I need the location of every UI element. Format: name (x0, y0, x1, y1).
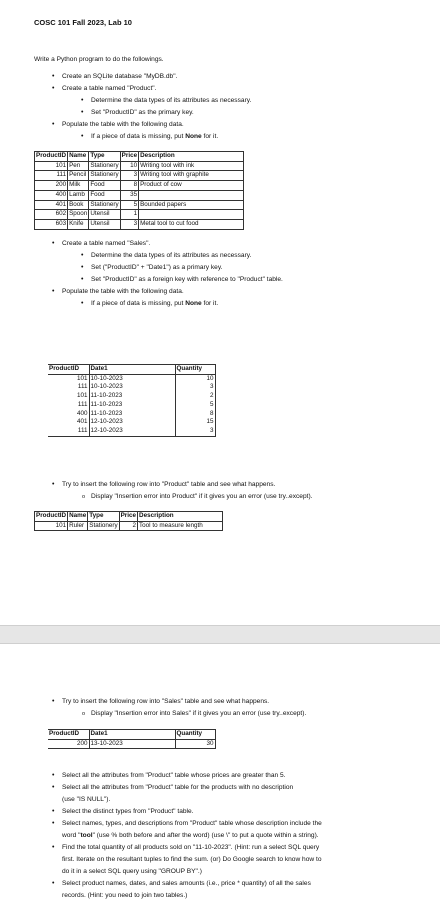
instruction-sales-foreign-key: • Set "ProductID" as a foreign key with reference to "Product" table. (91, 276, 283, 283)
table-row (48, 383, 215, 392)
table-cell: Utensil (89, 219, 120, 229)
table-cell: 8 (120, 181, 138, 191)
table-cell: Ruler (68, 521, 88, 531)
table-cell: 101 (35, 161, 68, 171)
query-total-quantity: • Find the total quantity of all products sold on "11-10-2023". (Hint: run a select SQL query (62, 844, 319, 851)
text-fragment: If a piece of data is missing, put (91, 133, 186, 140)
table-cell: 15 (175, 418, 215, 427)
query-no-description-cont: (use "IS NULL"). (62, 796, 111, 803)
instruction-insert-product-error: o Display "Insertion error into Product" if it gives you an error (use try..except). (91, 493, 313, 500)
table-cell: 11-10-2023 (89, 392, 175, 401)
column-header: Type (89, 152, 120, 162)
table-row (48, 739, 215, 749)
instruction-datatypes: • Determine the data types of its attributes as necessary. (91, 97, 251, 104)
query-join-sales-cont: records. (Hint: you need to join two tables.) (62, 892, 188, 899)
text-fragment: If a piece of data is missing, put (91, 300, 186, 307)
text-fragment: " (use % both before and after the word) (use \" to put a quote within a string). (92, 832, 319, 839)
table-cell: Metal tool to cut food (139, 219, 244, 229)
bold-none: None (185, 300, 202, 307)
table-row (48, 374, 215, 383)
table-cell: Bounded papers (139, 200, 244, 210)
instruction-missing-data (91, 133, 218, 140)
instruction-create-product: • Create a table named "Product". (62, 85, 156, 92)
table-cell: 200 (48, 739, 89, 749)
column-header: Date1 (89, 730, 175, 740)
query-total-quantity-cont2: do it in a select SQL query using "GROUP BY".) (62, 868, 202, 875)
instruction-sales-populate: • Populate the table with the following data. (62, 288, 184, 295)
instruction-sales-missing (91, 300, 218, 307)
product-table-body (35, 161, 244, 229)
query-distinct-types: • Select the distinct types from "Product" table. (62, 808, 194, 815)
table-header-row (35, 512, 223, 522)
column-header: Quantity (175, 365, 215, 375)
table-cell: 13-10-2023 (89, 739, 175, 749)
insert-product-table (34, 511, 223, 531)
table-cell: 10 (120, 161, 138, 171)
instruction-create-db: • Create an SQLite database "MyDB.db". (62, 73, 177, 80)
table-cell: 11-10-2023 (89, 401, 175, 410)
table-cell: 12-10-2023 (89, 427, 175, 436)
intro-text: Write a Python program to do the followings. (34, 56, 164, 63)
instruction-sales-datatypes: • Determine the data types of its attributes as necessary. (91, 252, 251, 259)
table-row (48, 418, 215, 427)
table-cell: 111 (48, 427, 89, 436)
table-cell: Utensil (89, 210, 120, 220)
table-cell: 10-10-2023 (89, 383, 175, 392)
column-header: ProductID (35, 152, 68, 162)
column-header: Name (68, 152, 89, 162)
table-cell: Book (68, 200, 89, 210)
table-row (35, 210, 244, 220)
instruction-insert-sales: • Try to insert the following row into "Sales" table and see what happens. (62, 698, 269, 705)
table-row (35, 171, 244, 181)
table-cell: Spoon (68, 210, 89, 220)
table-row (48, 401, 215, 410)
table-row (35, 521, 223, 531)
table-cell: 400 (35, 190, 68, 200)
table-cell: 101 (48, 392, 89, 401)
text-fragment: for it. (201, 133, 219, 140)
table-cell: 400 (48, 410, 89, 419)
table-cell: Tool to measure length (138, 521, 223, 531)
table-cell: 101 (35, 521, 68, 531)
page-separator (0, 625, 440, 644)
table-cell: Stationery (89, 161, 120, 171)
table-cell: Knife (68, 219, 89, 229)
column-header: ProductID (48, 730, 89, 740)
bold-none: None (185, 133, 202, 140)
document-page-2 (0, 644, 440, 914)
instruction-primary-key: • Set "ProductID" as the primary key. (91, 109, 194, 116)
table-row (48, 392, 215, 401)
table-header-row (48, 730, 215, 740)
table-header-row (48, 365, 215, 375)
table-cell: Stationery (88, 521, 119, 531)
table-cell: 5 (120, 200, 138, 210)
table-row (35, 161, 244, 171)
table-cell: Lamb (68, 190, 89, 200)
column-header: Date1 (89, 365, 175, 375)
table-row (35, 190, 244, 200)
table-cell: 200 (35, 181, 68, 191)
table-row (35, 200, 244, 210)
table-cell: 2 (175, 392, 215, 401)
table-row (35, 219, 244, 229)
table-cell: 2 (119, 521, 137, 531)
table-cell (139, 190, 244, 200)
table-cell: Food (89, 181, 120, 191)
table-cell: 401 (48, 418, 89, 427)
table-row (48, 427, 215, 436)
table-cell: 12-10-2023 (89, 418, 175, 427)
column-header: Type (88, 512, 119, 522)
table-cell: 101 (48, 374, 89, 383)
table-row (35, 181, 244, 191)
table-cell: 603 (35, 219, 68, 229)
table-cell: 10 (175, 374, 215, 383)
sales-table (48, 364, 216, 437)
table-cell: Writing tool with ink (139, 161, 244, 171)
query-tool-description-cont (62, 832, 319, 839)
table-cell: 35 (120, 190, 138, 200)
table-cell: Stationery (89, 200, 120, 210)
table-cell: 602 (35, 210, 68, 220)
table-cell: Milk (68, 181, 89, 191)
table-cell (139, 210, 244, 220)
table-cell: 3 (175, 427, 215, 436)
table-cell: 3 (120, 171, 138, 181)
table-cell: 3 (175, 383, 215, 392)
page-header: COSC 101 Fall 2023, Lab 10 (34, 18, 132, 27)
instruction-sales-primary-key: • Set ("ProductID" + "Date1") as a primary key. (91, 264, 222, 271)
table-cell: Product of cow (139, 181, 244, 191)
table-row (48, 410, 215, 419)
column-header: ProductID (48, 365, 89, 375)
query-tool-description: • Select names, types, and descriptions from "Product" table whose description include the (62, 820, 322, 827)
bold-tool: tool (80, 832, 93, 839)
column-header: Description (139, 152, 244, 162)
query-total-quantity-cont: first. Iterate on the resultant tuples to find the sum. (or) Do Google search to know how to (62, 856, 322, 863)
instruction-create-sales: • Create a table named "Sales". (62, 240, 150, 247)
table-cell: 111 (48, 401, 89, 410)
text-fragment: word " (62, 832, 81, 839)
table-cell: Stationery (89, 171, 120, 181)
column-header: Price (119, 512, 137, 522)
table-cell: 5 (175, 401, 215, 410)
table-cell: 111 (48, 383, 89, 392)
table-cell: 1 (120, 210, 138, 220)
column-header: Description (138, 512, 223, 522)
query-join-sales: • Select product names, dates, and sales amounts (i.e., price * quantity) of all the sales (62, 880, 311, 887)
table-cell: Pencil (68, 171, 89, 181)
table-cell: 401 (35, 200, 68, 210)
table-header-row (35, 152, 244, 162)
instruction-populate: • Populate the table with the following data. (62, 121, 184, 128)
instruction-insert-sales-error: o Display "Insertion error into Sales" if it gives you an error (use try..except). (91, 710, 306, 717)
insert-sales-table (48, 729, 216, 749)
instruction-insert-product: • Try to insert the following row into "Product" table and see what happens. (62, 481, 275, 488)
sales-table-body (48, 374, 215, 436)
query-price-gt-5: • Select all the attributes from "Product" table whose prices are greater than 5. (62, 772, 286, 779)
column-header: ProductID (35, 512, 68, 522)
table-cell: 8 (175, 410, 215, 419)
query-no-description: • Select all the attributes from "Product" table for the products with no description (62, 784, 293, 791)
column-header: Name (68, 512, 88, 522)
column-header: Quantity (175, 730, 215, 740)
table-cell: 30 (175, 739, 215, 749)
text-fragment: for it. (201, 300, 219, 307)
table-cell: Writing tool with graphite (139, 171, 244, 181)
table-cell: 3 (120, 219, 138, 229)
table-cell: Food (89, 190, 120, 200)
table-cell: 111 (35, 171, 68, 181)
column-header: Price (120, 152, 138, 162)
table-cell: 11-10-2023 (89, 410, 175, 419)
table-cell: 10-10-2023 (89, 374, 175, 383)
table-cell: Pen (68, 161, 89, 171)
product-table (34, 151, 244, 230)
